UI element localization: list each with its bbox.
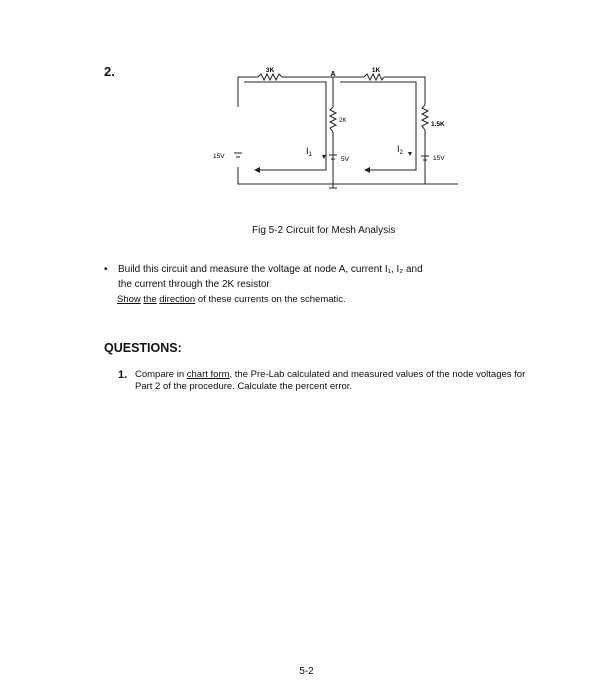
current-i2-label: $I_2$ [397,144,403,156]
figure-caption: Fig 5-2 Circuit for Mesh Analysis [252,225,396,236]
question-1-text [135,369,538,393]
resistor-3k-label: 3K [265,67,275,74]
page-number: 5-2 [299,666,314,677]
bullet-line-1: Build this circuit and measure the voltage at node A, current I₁, I₂ and [118,264,423,275]
question-1-number: 1. [118,369,128,381]
wire-top-right [333,77,425,105]
chart-form-link: chart form [186,369,230,380]
current-i1-label: $I_1$ [306,146,312,158]
direction-word: direction [159,294,196,305]
arrow-i2 [408,152,412,156]
show-rest: of these currents on the schematic. [197,294,346,305]
show-direction-line [117,294,346,305]
instruction-bullet [104,262,524,292]
node-a-label: A [330,71,336,78]
question-1-text-before: Compare in [135,369,185,380]
resistor-2k-label: 2K [339,118,347,124]
arrow-loop-right [364,167,370,173]
circuit-schematic [200,60,460,200]
arrow-loop-left [254,167,260,173]
resistor-1-5k-label: 1.5K [431,121,445,128]
source-right-label: 15V [433,155,445,162]
resistor-1-5k-zigzag [422,105,428,130]
resistor-3k-zigzag [258,74,282,80]
resistor-2k-zigzag [330,107,336,132]
questions-heading: QUESTIONS: [104,341,182,355]
bullet-icon: • [104,264,108,275]
the-word: the [143,294,157,305]
source-mid-label: 5V [341,156,349,163]
source-left-label: 15V [213,153,225,160]
resistor-1k-label: 1K [371,67,381,74]
question-1 [118,369,538,393]
resistor-1k-zigzag [364,74,384,80]
bullet-line-2: the current through the 2K resistor [118,279,270,290]
question-1-text-after: , the Pre-Lab calculated and measured values of the node voltages for Part 2 of the procedure. Calculate the percent error. [135,369,526,392]
section-number: 2. [104,64,115,79]
inner-loop-left [244,82,326,170]
inner-loop-right [340,82,416,170]
arrow-i1 [322,155,326,159]
battery-left-15v [234,153,242,157]
show-word: Show [117,294,141,305]
